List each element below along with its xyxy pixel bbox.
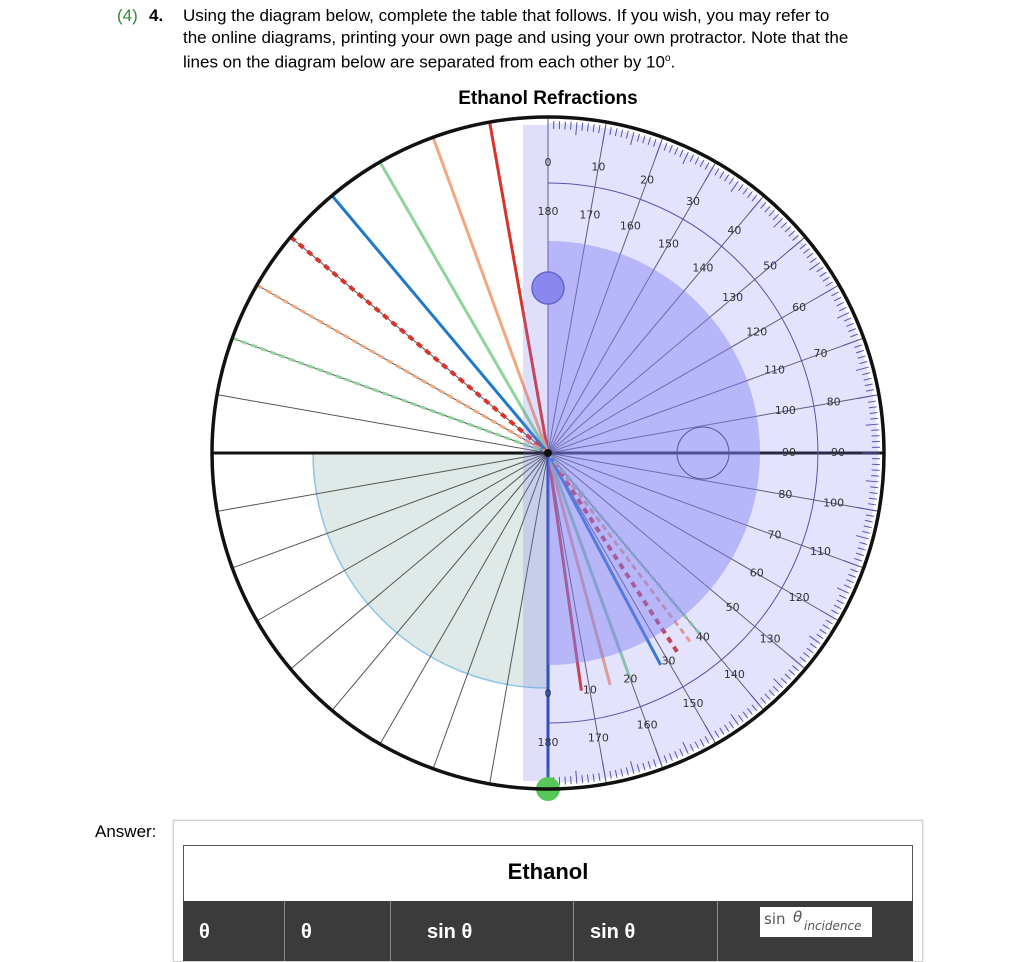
protractor-outer-label: 0 bbox=[545, 156, 552, 169]
protractor-inner-label: 80 bbox=[778, 488, 792, 501]
protractor-outer-label: 60 bbox=[792, 301, 806, 314]
question-line-3-text: lines on the diagram below are separated from each other by 10 bbox=[183, 53, 665, 72]
protractor-inner-label: 70 bbox=[767, 528, 781, 541]
protractor-inner-label: 0 bbox=[545, 687, 552, 700]
protractor-tick bbox=[871, 430, 879, 431]
refraction-diagram bbox=[200, 108, 900, 813]
ratio-formula-image bbox=[760, 907, 872, 937]
protractor-outer-label: 30 bbox=[686, 195, 700, 208]
protractor-outer-label: 10 bbox=[591, 160, 605, 173]
formula-sin: sin bbox=[764, 910, 786, 928]
protractor-outer-label: 100 bbox=[823, 496, 844, 509]
question-line-3-end: . bbox=[671, 53, 676, 72]
protractor-inner-label: 170 bbox=[579, 209, 600, 222]
protractor-inner-label: 120 bbox=[746, 326, 767, 339]
degree-sup: o bbox=[665, 53, 671, 64]
protractor-outer-label: 150 bbox=[683, 697, 704, 710]
protractor-outer-label: 110 bbox=[810, 545, 831, 558]
protractor-inner-label: 30 bbox=[662, 655, 676, 668]
protractor-outer-label: 40 bbox=[727, 224, 741, 237]
protractor-outer-label: 20 bbox=[640, 173, 654, 186]
protractor-inner-label: 150 bbox=[658, 237, 679, 250]
table-header-row bbox=[183, 901, 913, 961]
protractor-tick bbox=[571, 122, 572, 130]
protractor-outer-label: 180 bbox=[538, 736, 559, 749]
protractor-inner-label: 60 bbox=[750, 567, 764, 580]
protractor-inner-label: 110 bbox=[764, 364, 785, 377]
protractor-knob bbox=[532, 272, 564, 304]
protractor-outer-label: 140 bbox=[724, 668, 745, 681]
header-text-2: θ bbox=[301, 921, 312, 944]
question-line-3 bbox=[183, 48, 923, 73]
protractor-inner-label: 20 bbox=[623, 672, 637, 685]
protractor-inner-label: 100 bbox=[775, 404, 796, 417]
protractor-inner-label: 10 bbox=[583, 683, 597, 696]
header-text-4: sin θ bbox=[590, 921, 635, 944]
protractor-tick bbox=[871, 476, 879, 477]
protractor-outer-label: 160 bbox=[637, 719, 658, 732]
protractor-outer-label: 50 bbox=[763, 260, 777, 273]
protractor-inner-label: 50 bbox=[726, 601, 740, 614]
question-text bbox=[183, 5, 923, 73]
pivot-dot bbox=[544, 449, 552, 457]
protractor-outer-label: 130 bbox=[760, 632, 781, 645]
header-text-1: θ bbox=[199, 921, 210, 944]
protractor-tick bbox=[571, 776, 572, 784]
header-text-3: sin θ bbox=[427, 921, 472, 944]
protractor-outer-label: 170 bbox=[588, 732, 609, 745]
protractor-inner-label: 40 bbox=[696, 631, 710, 644]
protractor-outer-label: 120 bbox=[789, 591, 810, 604]
answer-label: Answer: bbox=[95, 822, 156, 842]
header-cell-theta-2 bbox=[285, 901, 391, 961]
protractor-outer-label: 90 bbox=[831, 446, 845, 459]
protractor-outer-label: 80 bbox=[827, 396, 841, 409]
protractor-outer-label: 70 bbox=[814, 347, 828, 360]
header-cell-theta-1 bbox=[183, 901, 285, 961]
protractor-inner-label: 180 bbox=[538, 205, 559, 218]
question-line-1: Using the diagram below, complete the table that follows. If you wish, you may refer to bbox=[183, 5, 923, 27]
question-points: (4) bbox=[117, 5, 138, 27]
question-number: 4. bbox=[149, 5, 163, 27]
protractor-inner-label: 130 bbox=[722, 291, 743, 304]
protractor-inner-label: 140 bbox=[692, 261, 713, 274]
protractor-inner-label: 160 bbox=[620, 220, 641, 233]
formula-subscript: incidence bbox=[804, 919, 861, 933]
protractor-inner-label: 90 bbox=[782, 446, 796, 459]
table-title: Ethanol bbox=[183, 845, 913, 902]
figure-title: Ethanol Refractions bbox=[0, 88, 1024, 110]
header-cell-sin-2 bbox=[574, 901, 718, 961]
question-line-2: the online diagrams, printing your own page and using your own protractor. Note that the bbox=[183, 27, 923, 49]
header-cell-sin-1 bbox=[391, 901, 574, 961]
formula-theta: θ bbox=[793, 908, 802, 926]
refraction-diagram-svg bbox=[200, 108, 900, 808]
